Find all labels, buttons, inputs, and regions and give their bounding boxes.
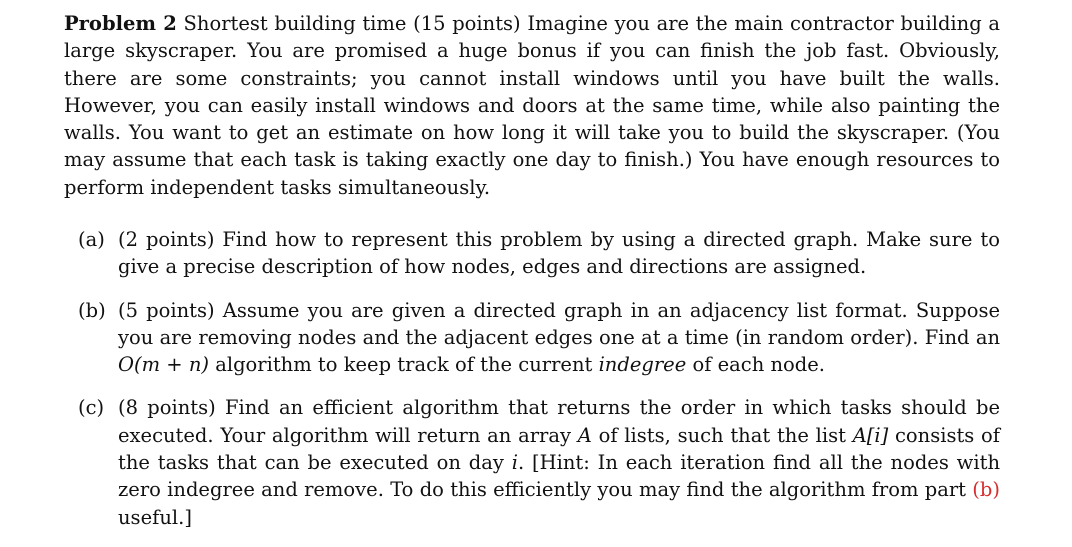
math-list-ai: A[i] <box>852 423 889 447</box>
problem-label: Problem 2 <box>64 12 177 35</box>
part-c <box>78 394 1000 530</box>
part-a <box>78 226 1000 281</box>
math-day-i: i <box>511 451 518 475</box>
part-b-reference-link[interactable]: (b) <box>972 478 1000 502</box>
part-c-text <box>118 394 1000 530</box>
indegree-emphasis: indegree <box>598 353 687 377</box>
complexity-math: O(m + n) <box>118 353 209 377</box>
part-c-text-2: of lists, such that the list <box>598 423 846 447</box>
part-c-label: (c) <box>78 396 105 420</box>
parts-list <box>78 226 1000 547</box>
part-b-text-2: algorithm to keep track of the current <box>215 353 593 377</box>
part-b-text <box>118 297 1000 379</box>
part-c-text-5: useful.] <box>118 505 192 529</box>
part-b-text-3: of each node. <box>692 353 825 377</box>
part-b-text-1: (5 points) Assume you are given a directed graph in an adjacency list format. Suppose you are removing nodes and the adjacent edges one at a time (in random order). Find an <box>118 298 1000 349</box>
part-c-text-1: (8 points) Find an efficient algorithm that returns the order in which tasks should be executed. Your algorithm will return an array <box>118 396 1000 447</box>
problem-text: Shortest building time (15 points) Imagine you are the main contractor building a large skyscraper. You are promised a huge bonus if you can finish the job fast. Obviously, there are some constraints; you cannot install windows until you have built the walls. However, you can easily install windows and doors at the same time, while also painting the walls. You want to get an estimate on how long it will take you to build the skyscraper. (You may assume that each task is taking exactly one day to finish.) You have enough resources to perform independent tasks simultaneously. <box>64 12 1001 199</box>
part-c-text-3: consists of the tasks that can be executed on day <box>118 423 1000 475</box>
part-b-label: (b) <box>78 298 106 322</box>
part-b <box>78 297 1000 379</box>
part-a-label: (a) <box>78 228 105 251</box>
part-a-text: (2 points) Find how to represent this problem by using a directed graph. Make sure to give a precise description of how nodes, edges and directions are assigned. <box>118 228 1000 279</box>
part-c-text-4: . [Hint: In each iteration find all the nodes with zero indegree and remove. To do this efficiently you may find the algorithm from part <box>118 451 1000 502</box>
problem-statement <box>64 10 1000 201</box>
math-array-a: A <box>577 423 592 447</box>
